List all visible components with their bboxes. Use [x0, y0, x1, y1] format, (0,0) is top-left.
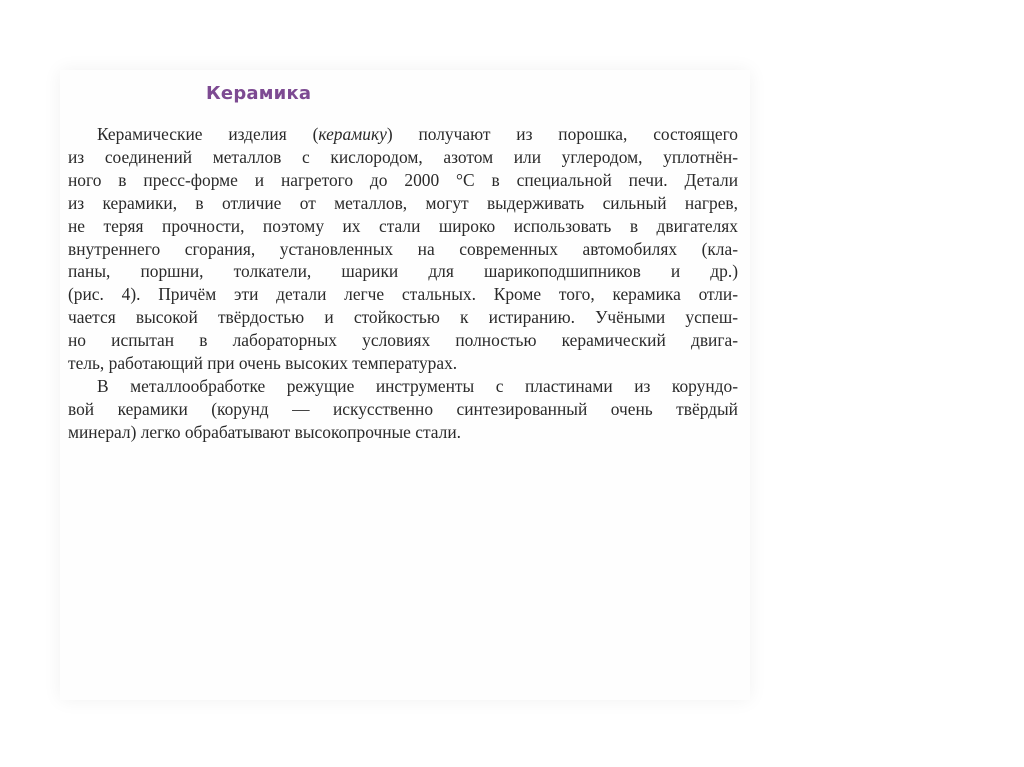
text-fragment: Керамические изделия (: [97, 124, 319, 144]
text-line: [68, 123, 738, 146]
text-line: из керамики, в отличие от металлов, могут выдерживать сильный нагрев,: [68, 192, 738, 213]
text-line: тель, работающий при очень высоких температурах.: [68, 353, 458, 374]
text-line: минерал) легко обрабатывают высокопрочные стали.: [68, 421, 461, 442]
text-line: чается высокой твёрдостью и стойкостью к истиранию. Учёными успеш-: [68, 307, 738, 328]
paragraph-2: [68, 375, 738, 444]
italic-term: керамику: [318, 124, 387, 144]
text-line: вой керамики (корунд — искусственно синтезированный очень твёрдый: [68, 398, 738, 419]
text-line: (рис. 4). Причём эти детали легче стальных. Кроме того, керамика отли-: [68, 284, 738, 305]
text-line: В металлообработке режущие инструменты с пластинами из корундо-: [97, 375, 738, 396]
text-fragment: ) получают из порошка, состоящего: [386, 124, 738, 144]
text-line: не теряя прочности, поэтому их стали широко использовать в двигателях: [68, 215, 738, 236]
text-line: но испытан в лабораторных условиях полностью керамический двига-: [68, 330, 738, 351]
text-line: внутреннего сгорания, установленных на современных автомобилях (кла-: [68, 238, 738, 259]
paragraph-1: [68, 123, 738, 375]
text-line: паны, поршни, толкатели, шарики для шарикоподшипников и др.): [68, 261, 738, 282]
text-line: ного в пресс-форме и нагретого до 2000 °С в специальной печи. Детали: [68, 169, 738, 190]
text-line: из соединений металлов с кислородом, азотом или углеродом, уплотнён-: [68, 146, 738, 167]
section-heading: Керамика: [206, 83, 312, 104]
section-body: [68, 123, 738, 444]
